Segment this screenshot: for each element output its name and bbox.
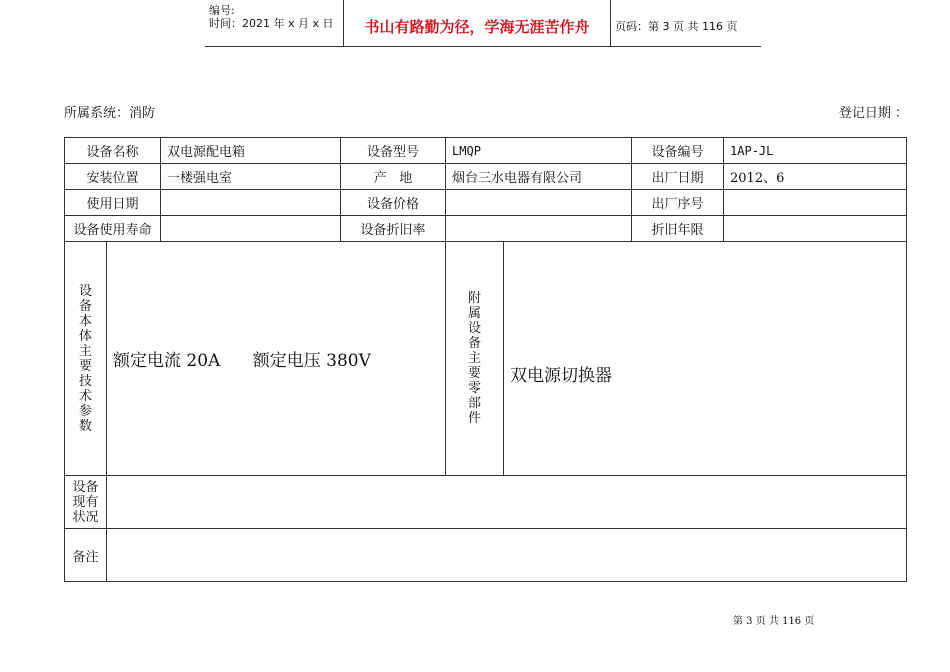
accessory-label: 附属设备主要零部件 — [446, 242, 504, 476]
system-label: 所属系统：消防 — [64, 106, 156, 121]
main-params-label: 设备本体主要技术参数 — [65, 242, 107, 476]
price-label: 设备价格 — [341, 190, 446, 216]
model-value: LMQP — [446, 138, 632, 164]
header-motto: 书山有路勤为径，学海无涯苦作舟 — [364, 18, 590, 36]
depr-years-label: 折旧年限 — [632, 216, 724, 242]
time-label: 时间：2021 年 x 月 x 日 — [209, 17, 334, 30]
number-label: 编号: — [209, 4, 235, 17]
main-params-value: 额定电流 20A 额定电压 380V — [107, 242, 446, 476]
remark-label: 备注 — [65, 529, 107, 582]
table-row — [65, 216, 907, 242]
table-row — [65, 476, 907, 529]
device-name-label: 设备名称 — [65, 138, 161, 164]
header-right-cell — [611, 0, 761, 46]
table-row — [65, 164, 907, 190]
model-label: 设备型号 — [341, 138, 446, 164]
table-row — [65, 242, 907, 476]
header-middle-cell — [344, 0, 611, 46]
lifespan-value — [161, 216, 341, 242]
origin-value: 烟台三水电器有限公司 — [446, 164, 632, 190]
accessory-value: 双电源切换器 — [504, 242, 907, 476]
use-date-value — [161, 190, 341, 216]
origin-label: 产 地 — [341, 164, 446, 190]
mfg-date-label: 出厂日期 — [632, 164, 724, 190]
price-value — [446, 190, 632, 216]
location-label: 安装位置 — [65, 164, 161, 190]
page-footer: 第 3 页 共 116 页 — [733, 616, 815, 627]
device-name-value: 双电源配电箱 — [161, 138, 341, 164]
register-date-label: 登记日期 ： — [838, 106, 908, 121]
header-page-info: 页码：第 3 页 共 116 页 — [615, 20, 738, 33]
use-date-label: 使用日期 — [65, 190, 161, 216]
location-value: 一楼强电室 — [161, 164, 341, 190]
equipment-table — [64, 137, 907, 582]
mfg-date-value: 2012、6 — [724, 164, 907, 190]
depr-years-value — [724, 216, 907, 242]
lifespan-label: 设备使用寿命 — [65, 216, 161, 242]
depreciation-label: 设备折旧率 — [341, 216, 446, 242]
device-no-value: 1AP-JL — [724, 138, 907, 164]
table-row — [65, 529, 907, 582]
remark-value — [107, 529, 907, 582]
serial-value — [724, 190, 907, 216]
document-header — [205, 0, 761, 47]
header-left-cell — [205, 0, 344, 46]
depreciation-value — [446, 216, 632, 242]
table-row — [65, 190, 907, 216]
table-row — [65, 138, 907, 164]
status-label: 设备现有状况 — [65, 476, 107, 529]
device-no-label: 设备编号 — [632, 138, 724, 164]
status-value — [107, 476, 907, 529]
serial-label: 出厂序号 — [632, 190, 724, 216]
